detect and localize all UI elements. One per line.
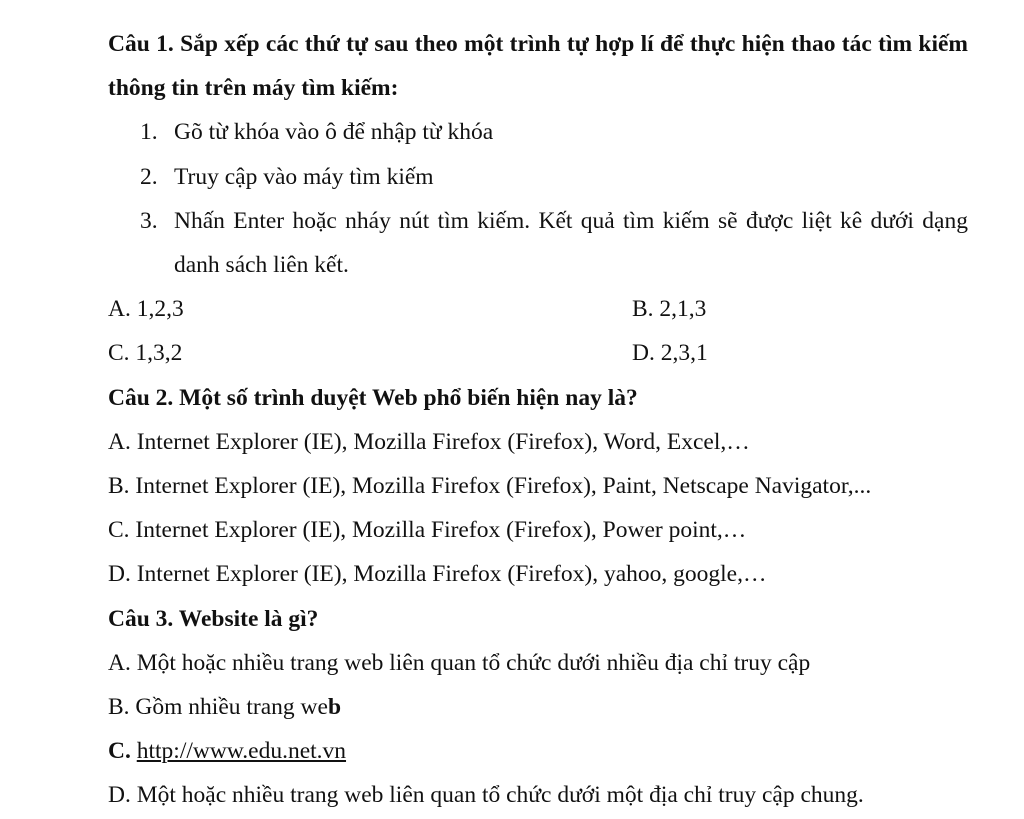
question-3-option-c: [108, 729, 968, 773]
option-a: A. 1,2,3: [108, 296, 184, 323]
option-c-letter: C.: [108, 738, 131, 765]
step-text: Nhấn Enter hoặc nháy nút tìm kiếm. Kết quả tìm kiếm sẽ được liệt kê dưới dạng danh sách liên kết.: [174, 207, 968, 278]
step-number: 1.: [140, 119, 158, 146]
question-2-option-c: C. Internet Explorer (IE), Mozilla Firefox (Firefox), Power point,…: [108, 517, 747, 544]
option-b: B. 2,1,3: [632, 296, 707, 323]
question-2-title: Câu 2. Một số trình duyệt Web phổ biến hiện nay là?: [108, 384, 638, 411]
option-d: D. 2,3,1: [632, 340, 708, 367]
option-c-link[interactable]: http://www.edu.net.vn: [136, 738, 347, 765]
question-2-option-d: D. Internet Explorer (IE), Mozilla Firefox (Firefox), yahoo, google,…: [108, 561, 767, 588]
option-c: C. 1,3,2: [108, 340, 183, 367]
question-1-options-row-2: [108, 331, 968, 375]
question-2-option-b: B. Internet Explorer (IE), Mozilla Firefox (Firefox), Paint, Netscape Navigator,...: [108, 472, 872, 499]
question-3-option-d: D. Một hoặc nhiều trang web liên quan tổ chức dưới một địa chỉ truy cập chung.: [108, 782, 864, 809]
step-text: Truy cập vào máy tìm kiếm: [174, 163, 434, 190]
question-1-step-1: [108, 110, 968, 154]
quiz-document: [108, 22, 968, 817]
question-3-option-b: [108, 685, 968, 729]
question-1-options-row-1: [108, 287, 968, 331]
question-3-option-a: A. Một hoặc nhiều trang web liên quan tổ chức dưới nhiều địa chỉ truy cập: [108, 649, 811, 676]
step-number: 3.: [140, 207, 158, 234]
question-1-step-3: [108, 199, 968, 287]
question-1-title: Câu 1. Sắp xếp các thứ tự sau theo một trình tự hợp lí để thực hiện thao tác tìm kiếm thông tin trên máy tìm kiếm:: [108, 31, 968, 102]
step-text: Gõ từ khóa vào ô để nhập từ khóa: [174, 119, 494, 146]
option-b-text: B. Gồm nhiều trang we: [108, 693, 328, 720]
question-3-title: Câu 3. Website là gì?: [108, 605, 319, 632]
question-1-step-2: [108, 155, 968, 199]
question-2-option-a: A. Internet Explorer (IE), Mozilla Firefox (Firefox), Word, Excel,…: [108, 428, 750, 455]
option-b-tail: b: [327, 693, 342, 720]
step-number: 2.: [140, 163, 158, 190]
